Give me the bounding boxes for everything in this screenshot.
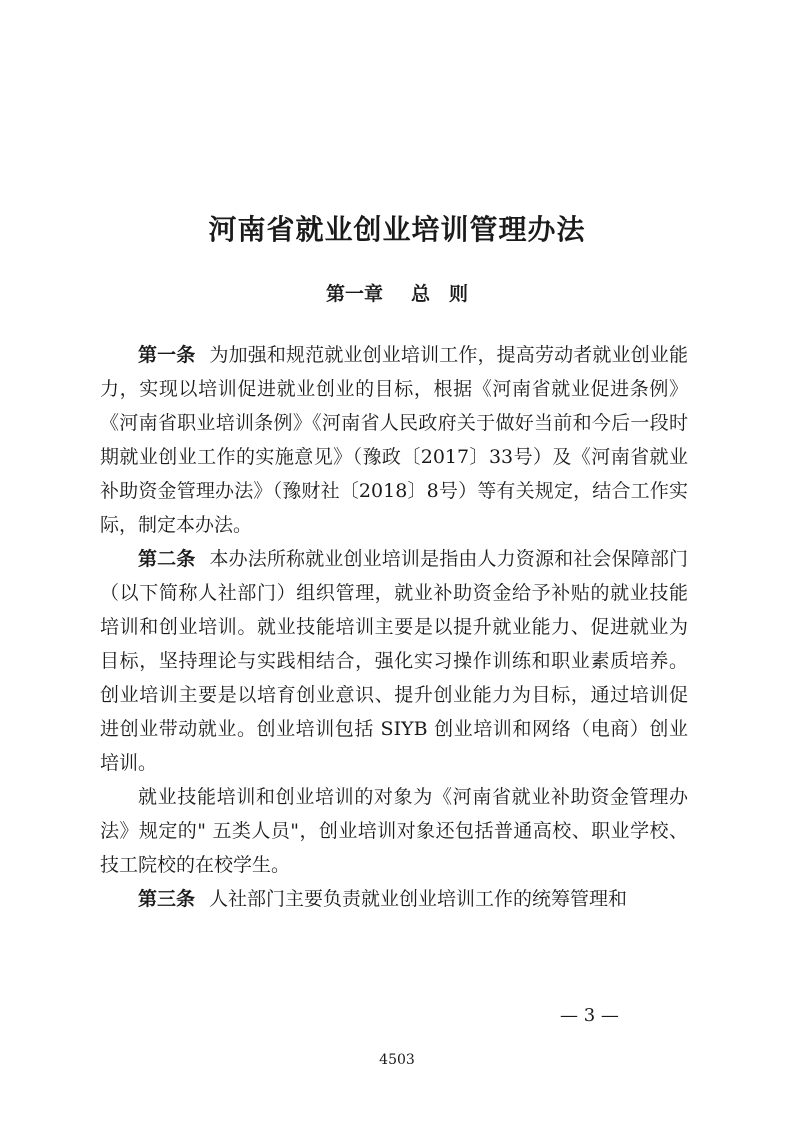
article-label: 第一条 <box>138 344 196 366</box>
chapter-label: 第一章 <box>325 283 383 305</box>
paragraph-text: 就业技能培训和创业培训的对象为《河南省就业补助资金管理办法》规定的" 五类人员"，创业培训对象还包括普通高校、职业学校、技工院校的在校学生。 <box>100 786 688 876</box>
footer-code: 4503 <box>379 1052 415 1068</box>
article-text: 为加强和规范就业创业培训工作，提高劳动者就业创业能力，实现以培训促进就业创业的目标，根据《河南省就业促进条例》《河南省职业培训条例》《河南省人民政府关于做好当前和今后一段时期就业创业工作的实施意见》（豫政〔2017〕33号）及《河南省就业补助资金管理办法》（豫财社〔2018〕8号）等有关规定，结合工作实际，制定本办法。 <box>100 344 688 536</box>
chapter-heading <box>0 280 794 308</box>
article-text: 本办法所称就业创业培训是指由人力资源和社会保障部门（以下简称人社部门）组织管理，就业补助资金给予补贴的就业技能培训和创业培训。就业技能培训主要是以提升就业能力、促进就业为目标，坚持理论与实践相结合，强化实习操作训练和职业素质培养。创业培训主要是以培育创业意识、提升创业能力为目标，通过培训促进创业带动就业。创业培训包括 SIYB 创业培训和网络（电商）创业培训。 <box>100 548 688 774</box>
document-title: 河南省就业创业培训管理办法 <box>208 213 586 246</box>
article-paragraph <box>100 338 688 542</box>
document-body <box>100 338 688 916</box>
article-text: 人社部门主要负责就业创业培训工作的统筹管理和 <box>209 888 628 910</box>
page-number: — 3 — <box>560 1005 619 1026</box>
article-paragraph <box>100 882 688 916</box>
article-paragraph <box>100 542 688 780</box>
chapter-name: 总 则 <box>411 283 469 305</box>
article-label: 第二条 <box>138 548 196 570</box>
continuation-paragraph <box>100 780 688 882</box>
article-label: 第三条 <box>138 888 196 910</box>
